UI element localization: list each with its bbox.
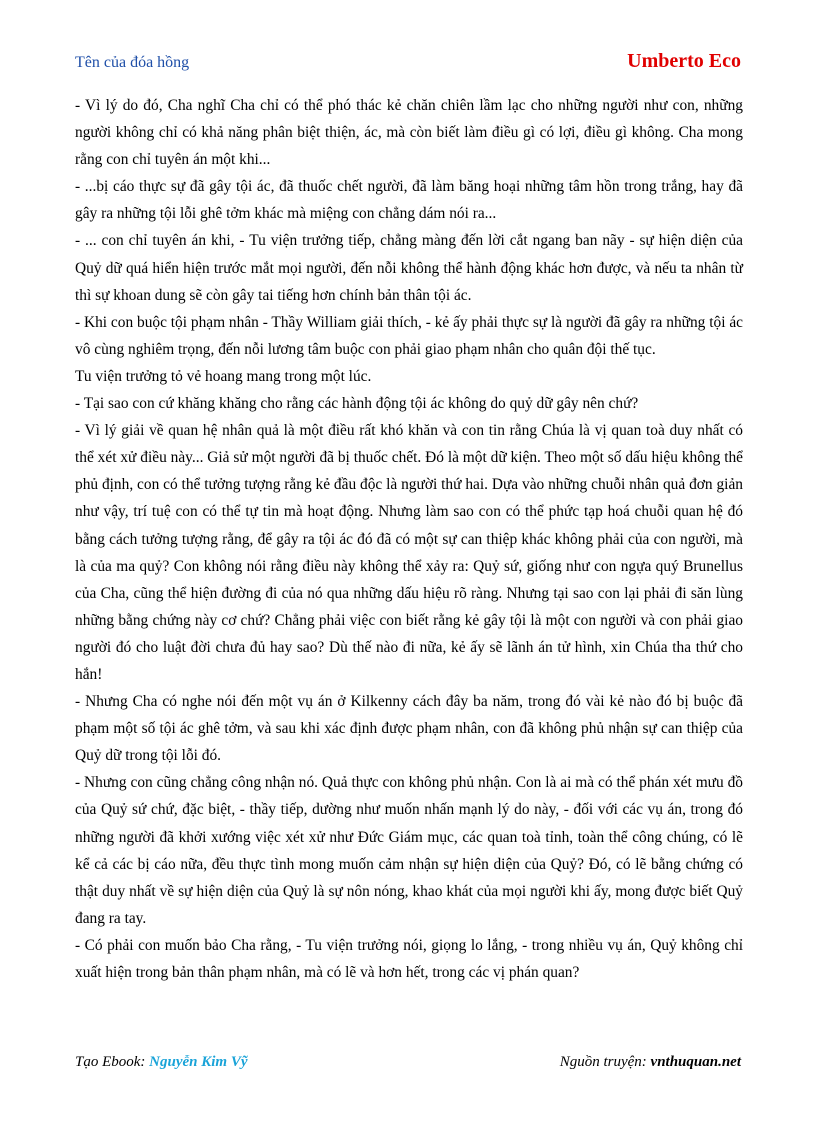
book-title: Tên của đóa hồng (75, 54, 190, 71)
paragraph: - Vì lý giải về quan hệ nhân quả là một điều rất khó khăn và con tin rằng Chúa là vị quan toà duy nhất có thể xét xử điều này... Giả sử một người đã bị thuốc chết. Đó là một dữ kiện. Theo một số dấu hiệu không thể phủ định, con có thể tưởng tượng rằng kẻ đầu độc là người thứ hai. Dựa vào những chuỗi nhân quả đơn giản như vậy, trí tuệ con có thể tự tin mà hoạt động. Nhưng làm sao con có thể phức tạp hoá chuỗi quan hệ đó bằng cách tưởng tượng rằng, để gây ra tội ác đó đã có một sự can thiệp khác không phải của con người, mà là của ma quỷ? Con không nói rằng điều này không thể xảy ra: Quỷ sứ, giống như con ngựa quý Brunellus của Cha, cũng thể hiện đường đi của nó qua những dấu hiệu rõ ràng. Nhưng tại sao con lại phải đi săn lùng những bằng chứng này cơ chứ? Chẳng phải việc con biết rằng kẻ gây tội là một con người và con phải giao người đó cho luật đời chưa đủ hay sao? Dù thế nào đi nữa, kẻ ấy sẽ lãnh án tử hình, xin Chúa tha thứ cho hắn! (75, 422, 743, 683)
ebook-separator: : (140, 1054, 150, 1070)
source-label: Nguồn truyện (559, 1054, 642, 1070)
ebook-label: Tạo Ebook (75, 1054, 141, 1070)
source-site: vnthuquan.net (650, 1054, 741, 1070)
ebook-creator-name: Nguyễn Kim Vỹ (149, 1054, 248, 1070)
page-footer (75, 1054, 741, 1078)
page-body (75, 92, 743, 986)
paragraph: - ... con chỉ tuyên án khi, - Tu viện trưởng tiếp, chẳng màng đến lời cắt ngang ban nãy - sự hiện diện của Quỷ dữ quá hiển hiện trước mắt mọi người, đến nỗi không thể hành động khác hơn được, và nếu ta nhân từ thì sự khoan dung sẽ còn gây tai tiếng hơn chính bản thân tội ác. (75, 232, 743, 304)
ebook-credit (75, 1054, 248, 1071)
source-separator: : (641, 1054, 651, 1070)
paragraph: - Nhưng con cũng chẳng công nhận nó. Quả thực con không phủ nhận. Con là ai mà có thể phán xét mưu đồ của Quỷ sứ chứ, đặc biệt, - thầy tiếp, dường như muốn nhấn mạnh lý do này, - đối với các vụ án, trong đó những người đã khởi xướng việc xét xử như Đức Giám mục, các quan toà tỉnh, toàn thể công chúng, có lẽ kể cả các bị cáo nữa, đều thực tình mong muốn cảm nhận sự hiện diện của Quỷ? Đó, có lẽ bằng chứng có thật duy nhất về sự hiện diện của Quỷ là sự nôn nóng, khao khát của mọi người khi ấy, mong được biết Quỷ đang ra tay. (75, 774, 743, 927)
paragraph: - Khi con buộc tội phạm nhân - Thầy William giải thích, - kẻ ấy phải thực sự là người đã gây ra những tội ác vô cùng nghiêm trọng, đến nỗi lương tâm buộc con phải giao phạm nhân cho quân đội thế tục. (75, 313, 743, 358)
paragraph: Tu viện trưởng tỏ vẻ hoang mang trong một lúc. (75, 367, 372, 385)
paragraph: - Có phải con muốn bảo Cha rằng, - Tu viện trưởng nói, giọng lo lắng, - trong nhiều vụ án, Quỷ không chỉ xuất hiện trong bản thân phạm nhân, mà có lẽ và hơn hết, trong các vị phán quan? (75, 936, 743, 981)
paragraph: - ...bị cáo thực sự đã gây tội ác, đã thuốc chết người, đã làm băng hoại những tâm hồn trong trắng, hay đã gây ra những tội lỗi ghê tởm khác mà miệng con chẳng dám nói ra... (75, 178, 743, 223)
source-credit (560, 1054, 741, 1071)
paragraph: - Tại sao con cứ khăng khăng cho rằng các hành động tội ác không do quỷ dữ gây nên chứ? (75, 395, 639, 413)
paragraph: - Vì lý do đó, Cha nghĩ Cha chỉ có thể phó thác kẻ chăn chiên lầm lạc cho những người như con, những người không chỉ có khả năng phân biệt thiện, ác, mà còn biết làm điều gì có lợi, điều gì không. Cha mong rằng con chỉ tuyên án một khi... (75, 97, 743, 169)
page-header (75, 48, 741, 78)
author-name: Umberto Eco (627, 50, 741, 72)
paragraph: - Nhưng Cha có nghe nói đến một vụ án ở Kilkenny cách đây ba năm, trong đó vài kẻ nào đó bị buộc đã phạm một số tội ác ghê tởm, và sau khi xác định được phạm nhân, con đã không phủ nhận sự can thiệp của Quỷ dữ trong tội lỗi đó. (75, 693, 743, 765)
